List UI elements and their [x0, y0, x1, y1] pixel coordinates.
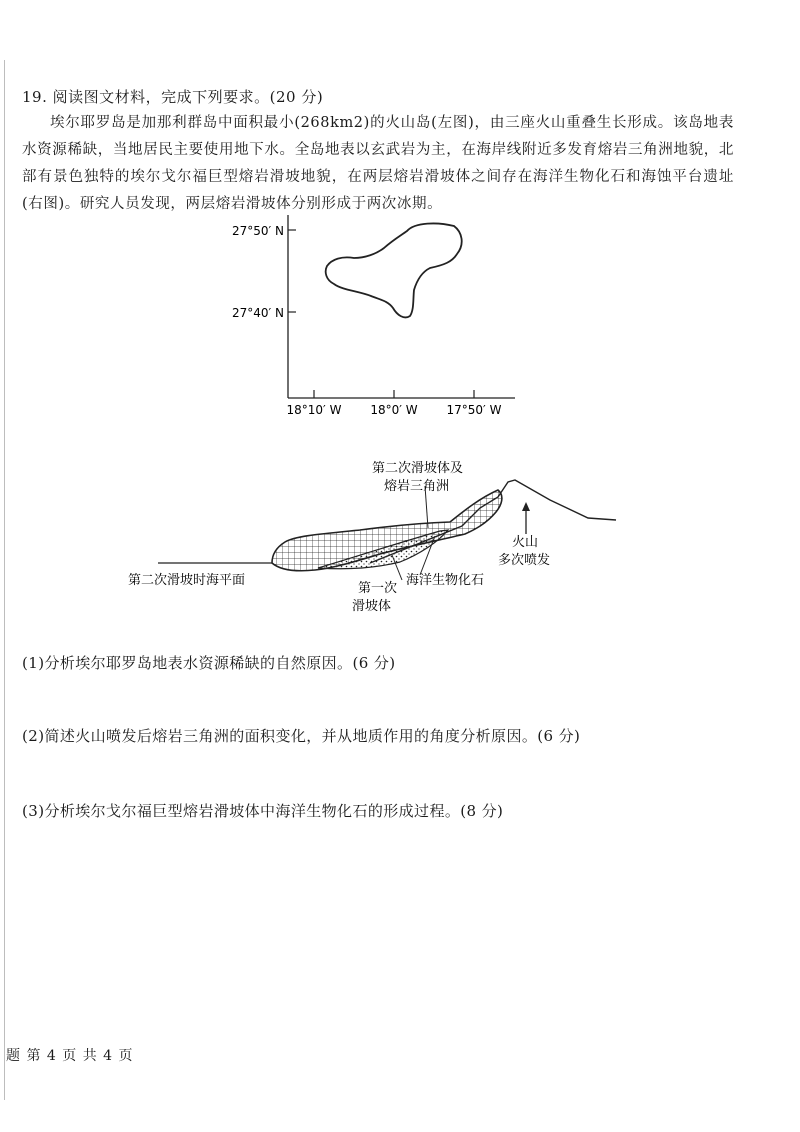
map-lon-label: 17°50′ W — [446, 403, 502, 417]
lava-slide-cross-section-figure — [120, 450, 630, 625]
island-outline — [326, 223, 462, 317]
map-lat-label: 27°40′ N — [231, 306, 284, 320]
island-map-svg — [210, 210, 540, 425]
sub-question-3: (3)分析埃尔戈尔福巨型熔岩滑坡体中海洋生物化石的形成过程。(8 分) — [22, 802, 504, 820]
cross-section-svg — [120, 450, 630, 625]
page-footer: 题 第 4 页 共 4 页 — [6, 1048, 134, 1064]
label-marine-fossil: 海洋生物化石 — [406, 573, 485, 588]
label-sea-level: 第二次滑坡时海平面 — [128, 573, 246, 588]
label-second-slide: 第二次滑坡体及 — [372, 461, 464, 476]
map-lon-label: 18°10′ W — [286, 403, 342, 417]
label-multiple-eruptions: 多次喷发 — [498, 553, 551, 568]
map-lon-label: 18°0′ W — [370, 403, 418, 417]
question-material-paragraph: 埃尔耶罗岛是加那利群岛中面积最小(268km2)的火山岛(左图)，由三座火山重叠生长形成。该岛地表水资源稀缺，当地居民主要使用地下水。全岛地表以玄武岩为主，在海岸线附近多发育熔岩三角洲地貌，北部有景色独特的埃尔戈尔福巨型熔岩滑坡地貌，在两层熔岩滑坡体之间存在海洋生物化石和海蚀平台遗址(右图)。研究人员发现，两层熔岩滑坡体分别形成于两次冰期。 — [22, 115, 734, 212]
map-lat-label: 27°50′ N — [231, 224, 284, 238]
label-volcano: 火山 — [512, 535, 539, 550]
label-lava-delta: 熔岩三角洲 — [384, 479, 450, 494]
eruption-arrow-head — [522, 502, 530, 511]
label-first-slide-body: 滑坡体 — [352, 599, 392, 614]
sub-question-2: (2)简述火山喷发后熔岩三角洲的面积变化，并从地质作用的角度分析原因。(6 分) — [22, 727, 581, 745]
island-map-figure — [210, 210, 540, 425]
question-header: 19. 阅读图文材料，完成下列要求。(20 分) — [22, 88, 324, 106]
label-first-slide: 第一次 — [358, 581, 398, 596]
sub-question-1: (1)分析埃尔耶罗岛地表水资源稀缺的自然原因。(6 分) — [22, 654, 396, 672]
page-margin-rule — [4, 60, 5, 1100]
